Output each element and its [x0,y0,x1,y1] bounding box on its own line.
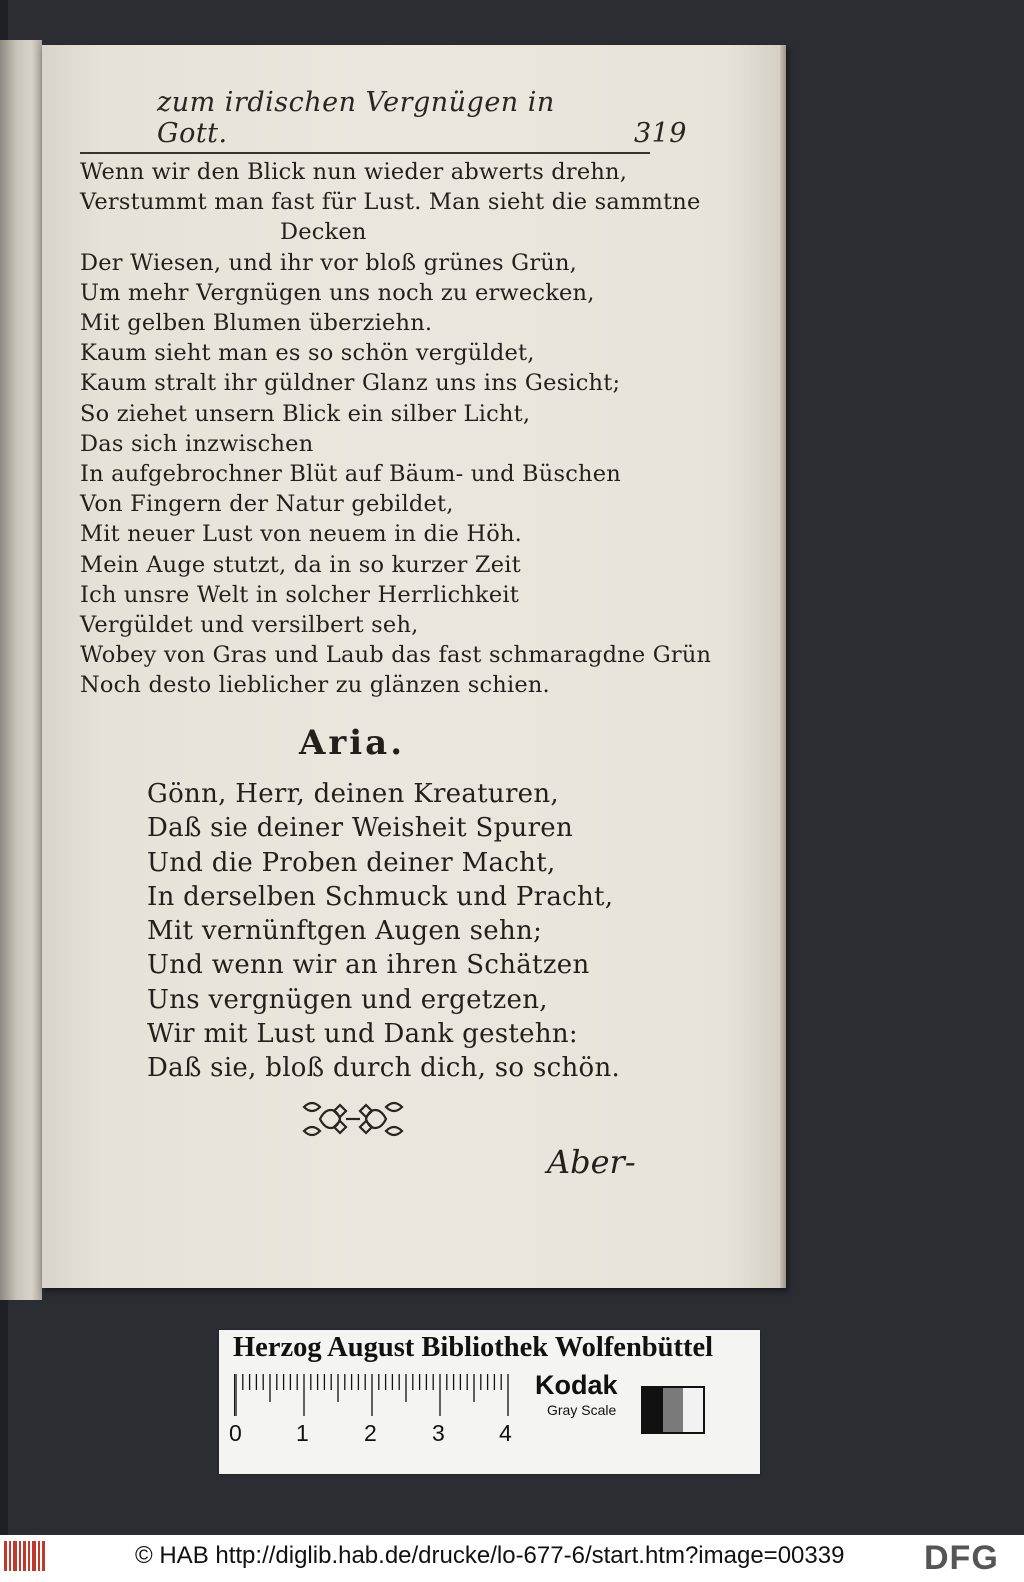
verse-line: Wenn wir den Blick nun wieder abwerts drehn, [80,159,628,185]
source-link[interactable]: © HAB http://diglib.hab.de/drucke/lo-677-6/start.htm?image=00339 [135,1542,845,1569]
verse-line: Noch desto lieblicher zu glänzen schien. [80,672,550,699]
kodak-logo: Kodak [535,1370,618,1400]
aria-line: Uns vergnügen und ergetzen, [147,984,548,1015]
verse-line: Um mehr Vergnügen uns noch zu erwecken, [80,279,595,306]
ruler-numbers [229,1420,529,1450]
color-reference-card [219,1330,760,1474]
verse-line: Mit gelben Blumen überziehn. [80,310,433,337]
barcode-icon [4,1541,48,1571]
aria-block [147,777,627,1086]
verse-line: So ziehet unsern Blick ein silber Licht, [80,400,531,427]
swatch-white [683,1388,703,1432]
library-name: Herzog August Bibliothek Wolfenbüttel [233,1332,714,1363]
verse-line: Der Wiesen, und ihr vor bloß grünes Grün, [80,249,578,276]
running-head [157,87,687,149]
verse-line: Kaum stralt ihr güldner Glanz uns ins Gesicht; [80,370,621,397]
header-rule [80,152,650,154]
ruler-number: 1 [296,1420,309,1446]
verse-line: Vergüldet und versilbert seh, [80,612,419,639]
running-head-title: zum irdischen Vergnügen in Gott. [157,87,555,149]
gray-swatches [641,1386,705,1434]
aria-line: Und wenn wir an ihren Schätzen [147,950,590,981]
aria-heading: Aria. [298,723,406,763]
facing-page-edge [0,40,42,1300]
verse-line: Mein Auge stutzt, da in so kurzer Zeit [80,551,521,578]
aria-line: Und die Proben deiner Macht, [147,847,556,878]
page-number: 319 [633,118,687,149]
verse-line: Verstummt man fast für Lust. Man sieht die sammtne [80,189,701,216]
aria-line: Daß sie, bloß durch dich, so schön. [147,1053,621,1084]
verse-line: Kaum sieht man es so schön vergüldet, [80,340,535,367]
ruler-number: 0 [229,1420,242,1446]
swatch-black [643,1388,663,1432]
verse-line: In aufgebrochner Blüt auf Bäum- und Büschen [80,461,621,488]
printer-ornament-icon [300,1097,406,1141]
ruler-number: 3 [432,1420,445,1446]
verse-line: Das sich inzwischen [80,430,314,457]
gray-scale-label: Gray Scale [547,1402,617,1418]
aria-line: In derselben Schmuck und Pracht, [147,881,614,912]
verse-line: Wobey von Gras und Laub das fast schmaragdne Grün [80,642,712,669]
verse-line: Mit neuer Lust von neuem in die Höh. [80,521,523,548]
verse-block [80,157,712,701]
dfg-logo: DFG [924,1539,999,1577]
verse-line: Ich unsre Welt in solcher Herrlichkeit [80,581,520,608]
swatch-gray [663,1388,683,1432]
aria-line: Wir mit Lust und Dank gestehn: [147,1019,578,1050]
footer-bar [0,1535,1024,1582]
ruler-number: 2 [364,1420,377,1446]
aria-line: Gönn, Herr, deinen Kreaturen, [147,779,559,809]
verse-line: Decken [280,219,367,246]
catchword: Aber- [547,1143,636,1181]
aria-line: Mit vernünftgen Augen sehn; [147,916,543,947]
measurement-ruler [234,1374,524,1416]
book-page [42,45,786,1288]
aria-line: Daß sie deiner Weisheit Spuren [147,813,574,844]
verse-line: Von Fingern der Natur gebildet, [80,491,454,518]
ruler-number: 4 [499,1420,512,1446]
